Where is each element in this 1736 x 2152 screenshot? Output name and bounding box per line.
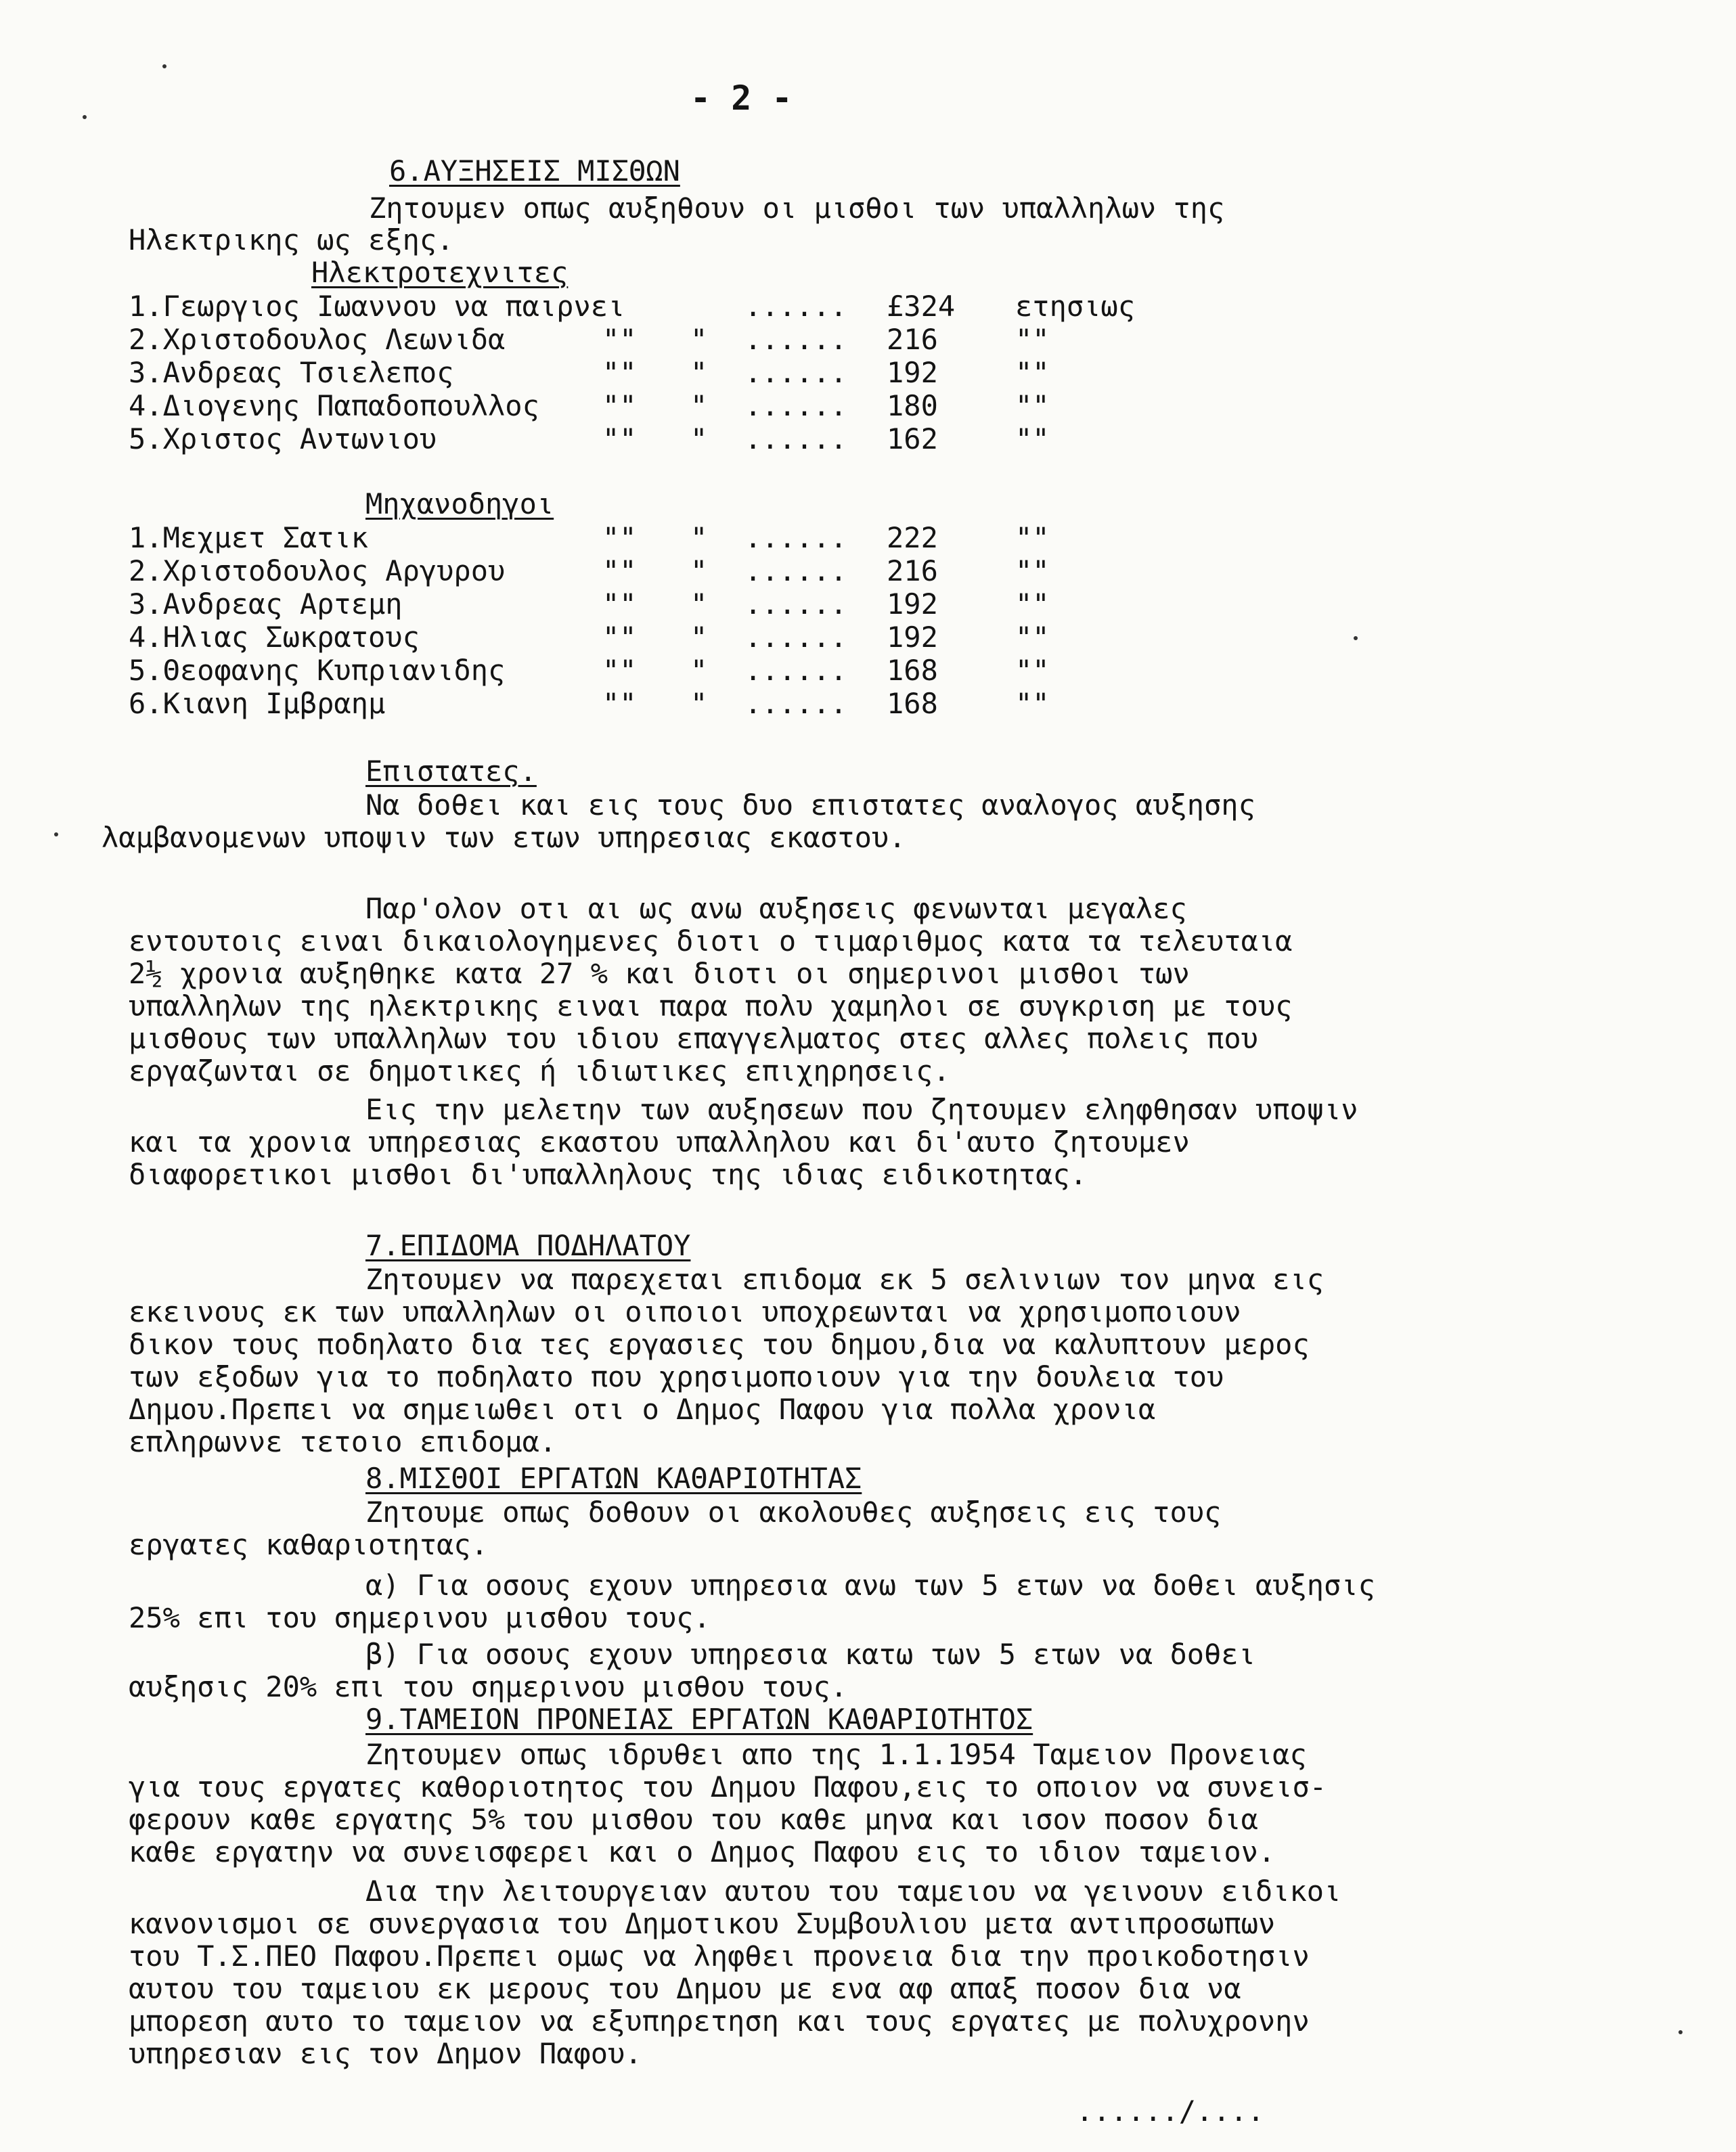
paragraph-line: υπαλληλων της ηλεκτρικης ειναι παρα πολυ χαμηλοι σε συγκριση με τους bbox=[129, 989, 1293, 1023]
section-8-line: β) Για οσους εχουν υπηρεσια κατω των 5 ετων να δοθει bbox=[365, 1638, 1255, 1671]
salary-row bbox=[129, 687, 1144, 721]
employee-name: 2.Χριστοδουλος Αργυρου bbox=[129, 554, 506, 587]
leader-dots: ...... bbox=[744, 621, 847, 654]
section-6-intro-line: Ζητουμεν οπως αυξηθουν οι μισθοι των υπαλληλων της bbox=[369, 192, 1225, 225]
paragraph-line: εντουτοις ειναι δικαιολογημενες διοτι ο τιμαριθμος κατα τα τελευταια bbox=[129, 924, 1293, 958]
section-9-line: υπηρεσιαν εις τον Δημον Παφου. bbox=[129, 2037, 642, 2070]
section-9-line: κανονισμοι σε συνεργασια του Δημοτικου Συμβουλιου μετα αντιπροσωπων bbox=[129, 1907, 1276, 1940]
section-9-line: για τους εργατες καθοριοτητος του Δημου Παφου,εις το οποιον να συνεισ- bbox=[129, 1770, 1327, 1803]
salary-amount: 192 bbox=[887, 621, 938, 654]
leader-dots: ...... bbox=[744, 356, 847, 389]
paragraph-line: διαφορετικοι μισθοι δι'υπαλληλους της ιδιας ειδικοτητας. bbox=[129, 1158, 1088, 1191]
salary-amount: 168 bbox=[887, 654, 938, 687]
salary-row bbox=[129, 323, 1144, 357]
salary-period: "" bbox=[1015, 356, 1050, 389]
salary-period: "" bbox=[1015, 621, 1050, 654]
section-9-heading: 9.ΤΑΜΕΙΟΝ ΠΡΟΝΕΙΑΣ ΕΡΓΑΤΩΝ ΚΑΘΑΡΙΟΤΗΤΟΣ bbox=[365, 1703, 1033, 1736]
section-7-line: επληρωννε τετοιο επιδομα. bbox=[129, 1425, 557, 1458]
employee-name: 1.Μεχμετ Σατικ bbox=[129, 521, 369, 554]
salary-amount: 216 bbox=[887, 323, 938, 356]
leader-dots: ...... bbox=[744, 389, 847, 422]
employee-name: 1.Γεωργιος Ιωαννου να παιρνει bbox=[129, 290, 625, 323]
salary-row bbox=[129, 290, 1144, 323]
drivers-heading: Μηχανοδηγοι bbox=[365, 487, 554, 520]
employee-name: 3.Ανδρεας Τσιελεπος bbox=[129, 356, 454, 389]
section-9-line: του Τ.Σ.ΠΕΟ Παφου.Πρεπει ομως να ληφθει προνεια δια την προικοδοτησιν bbox=[129, 1940, 1310, 1973]
salary-period: "" bbox=[1015, 521, 1050, 554]
section-7-heading: 7.ΕΠΙΔΟΜΑ ΠΟΔΗΛΑΤΟΥ bbox=[365, 1229, 691, 1262]
electricians-heading: Ηλεκτροτεχνιτες bbox=[311, 256, 569, 289]
section-9-line: φερουν καθε εργατης 5% του μισθου του καθε μηνα και ισον ποσον δια bbox=[129, 1803, 1258, 1836]
section-8-line: α) Για οσους εχουν υπηρεσια ανω των 5 ετων να δοθει αυξησις bbox=[365, 1569, 1375, 1602]
ink-speck bbox=[1354, 636, 1358, 640]
leader-dots: ...... bbox=[744, 323, 847, 356]
section-7-line: Ζητουμεν να παρεχεται επιδομα εκ 5 σελινιων τον μηνα εις bbox=[365, 1263, 1325, 1296]
paragraph-line: Παρ'ολον οτι αι ως ανω αυξησεις φενωνται μεγαλες bbox=[365, 892, 1187, 925]
supervisors-line: λαμβανομενων υποψιν των ετων υπηρεσιας εκαστου. bbox=[102, 821, 906, 854]
employee-name: 4.Ηλιας Σωκρατους bbox=[129, 621, 420, 654]
salary-amount: 192 bbox=[887, 356, 938, 389]
ditto-mark: "" bbox=[602, 323, 637, 356]
section-7-line: των εξοδων για το ποδηλατο που χρησιμοποιουν για την δουλεια του bbox=[129, 1360, 1224, 1393]
salary-amount: £324 bbox=[887, 290, 956, 323]
salary-amount: 180 bbox=[887, 389, 938, 422]
section-9-line: καθε εργατην να συνεισφερει και ο Δημος Παφου εις το ιδιον ταμειον. bbox=[129, 1835, 1276, 1868]
ditto-mark: " bbox=[690, 587, 708, 621]
leader-dots: ...... bbox=[744, 554, 847, 587]
salary-row bbox=[129, 422, 1144, 456]
section-9-line: Ζητουμεν οπως ιδρυθει απο της 1.1.1954 Ταμειον Προνειας bbox=[365, 1738, 1307, 1771]
salary-row bbox=[129, 621, 1144, 654]
ditto-mark: " bbox=[690, 621, 708, 654]
salary-row bbox=[129, 356, 1144, 390]
salary-amount: 222 bbox=[887, 521, 938, 554]
leader-dots: ...... bbox=[744, 654, 847, 687]
section-7-line: δικον τους ποδηλατο δια τες εργασιες του δημου,δια να καλυπτουν μερος bbox=[129, 1328, 1310, 1361]
section-8-heading: 8.ΜΙΣΘΟΙ ΕΡΓΑΤΩΝ ΚΑΘΑΡΙΟΤΗΤΑΣ bbox=[365, 1462, 862, 1495]
ink-speck bbox=[1678, 2030, 1683, 2034]
paragraph-line: εργαζωνται σε δημοτικες ή ιδιωτικες επιχηρησεις. bbox=[129, 1054, 950, 1088]
ditto-mark: "" bbox=[602, 654, 637, 687]
employee-name: 4.Διογενης Παπαδοπουλλος bbox=[129, 389, 539, 422]
salary-period: "" bbox=[1015, 389, 1050, 422]
employee-name: 2.Χριστοδουλος Λεωνιδα bbox=[129, 323, 506, 356]
paragraph-line: 2½ χρονια αυξηθηκε κατα 27 % και διοτι οι σημερινοι μισθοι των bbox=[129, 957, 1190, 990]
section-7-line: Δημου.Πρεπει να σημειωθει οτι ο Δημος Παφου για πολλα χρονια bbox=[129, 1393, 1156, 1426]
paragraph-line: μισθους των υπαλληλων του ιδιου επαγγελματος στες αλλες πολεις που bbox=[129, 1022, 1258, 1055]
section-9-line: μπορεση αυτο το ταμειον να εξυπηρετηση και τους εργατες με πολυχρονην bbox=[129, 2004, 1310, 2038]
salary-row bbox=[129, 521, 1144, 555]
paragraph-line: Εις την μελετην των αυξησεων που ζητουμεν εληφθησαν υποψιν bbox=[365, 1093, 1358, 1126]
section-8-line: αυξησις 20% επι του σημερινου μισθου τους. bbox=[129, 1670, 848, 1703]
supervisors-heading: Επιστατες. bbox=[365, 755, 537, 788]
ditto-mark: " bbox=[690, 356, 708, 389]
page-number: - 2 - bbox=[690, 79, 793, 118]
ditto-mark: " bbox=[690, 687, 708, 720]
ditto-mark: "" bbox=[602, 687, 637, 720]
ditto-mark: " bbox=[690, 521, 708, 554]
employee-name: 5.Θεοφανης Κυπριανιδης bbox=[129, 654, 506, 687]
salary-period: "" bbox=[1015, 687, 1050, 720]
salary-amount: 192 bbox=[887, 587, 938, 621]
ink-speck bbox=[54, 832, 58, 836]
employee-name: 3.Ανδρεας Αρτεμη bbox=[129, 587, 403, 621]
leader-dots: ...... bbox=[744, 687, 847, 720]
supervisors-line: Να δοθει και εις τους δυο επιστατες αναλογος αυξησης bbox=[365, 788, 1255, 822]
section-7-line: εκεινους εκ των υπαλληλων οι οιποιοι υποχρεωνται να χρησιμοποιουν bbox=[129, 1295, 1241, 1328]
section-9-line: Δια την λειτουργειαν αυτου του ταμειου να γεινουν ειδικοι bbox=[365, 1875, 1341, 1908]
section-8-line: 25% επι του σημερινου μισθου τους. bbox=[129, 1601, 711, 1634]
paragraph-line: και τα χρονια υπηρεσιας εκαστου υπαλληλου και δι'αυτο ζητουμεν bbox=[129, 1125, 1190, 1159]
ditto-mark: "" bbox=[602, 554, 637, 587]
section-6-heading: 6.ΑΥΞΗΣΕΙΣ ΜΙΣΘΩΝ bbox=[389, 154, 680, 187]
salary-period: "" bbox=[1015, 323, 1050, 356]
salary-period: "" bbox=[1015, 422, 1050, 455]
section-9-line: αυτου του ταμειου εκ μερους του Δημου με ενα αφ απαξ ποσον δια να bbox=[129, 1972, 1241, 2005]
section-8-line: Ζητουμε οπως δοθουν οι ακολουθες αυξησεις εις τους bbox=[365, 1496, 1222, 1529]
salary-row bbox=[129, 389, 1144, 423]
leader-dots: ...... bbox=[744, 587, 847, 621]
salary-amount: 216 bbox=[887, 554, 938, 587]
salary-row bbox=[129, 654, 1144, 688]
salary-row bbox=[129, 554, 1144, 588]
ditto-mark: " bbox=[690, 323, 708, 356]
ditto-mark: " bbox=[690, 422, 708, 455]
continuation-marker: ....../.... bbox=[1076, 2094, 1265, 2128]
ditto-mark: " bbox=[690, 389, 708, 422]
ditto-mark: " bbox=[690, 654, 708, 687]
ditto-mark: "" bbox=[602, 621, 637, 654]
ink-speck bbox=[162, 64, 166, 68]
ditto-mark: "" bbox=[602, 422, 637, 455]
employee-name: 5.Χριστος Αντωνιου bbox=[129, 422, 437, 455]
salary-period: "" bbox=[1015, 587, 1050, 621]
section-8-line: εργατες καθαριοτητας. bbox=[129, 1528, 489, 1561]
leader-dots: ...... bbox=[744, 422, 847, 455]
ditto-mark: "" bbox=[602, 521, 637, 554]
ink-speck bbox=[83, 115, 87, 119]
ditto-mark: " bbox=[690, 554, 708, 587]
leader-dots: ...... bbox=[744, 521, 847, 554]
employee-name: 6.Κιανη Ιμβραημ bbox=[129, 687, 386, 720]
leader-dots: ...... bbox=[744, 290, 847, 323]
salary-amount: 162 bbox=[887, 422, 938, 455]
ditto-mark: "" bbox=[602, 389, 637, 422]
salary-row bbox=[129, 587, 1144, 621]
ditto-mark: "" bbox=[602, 587, 637, 621]
salary-period: ετησιως bbox=[1015, 290, 1136, 323]
salary-period: "" bbox=[1015, 554, 1050, 587]
salary-amount: 168 bbox=[887, 687, 938, 720]
ditto-mark: "" bbox=[602, 356, 637, 389]
section-6-intro-line: Ηλεκτρικης ως εξης. bbox=[129, 223, 454, 256]
salary-period: "" bbox=[1015, 654, 1050, 687]
